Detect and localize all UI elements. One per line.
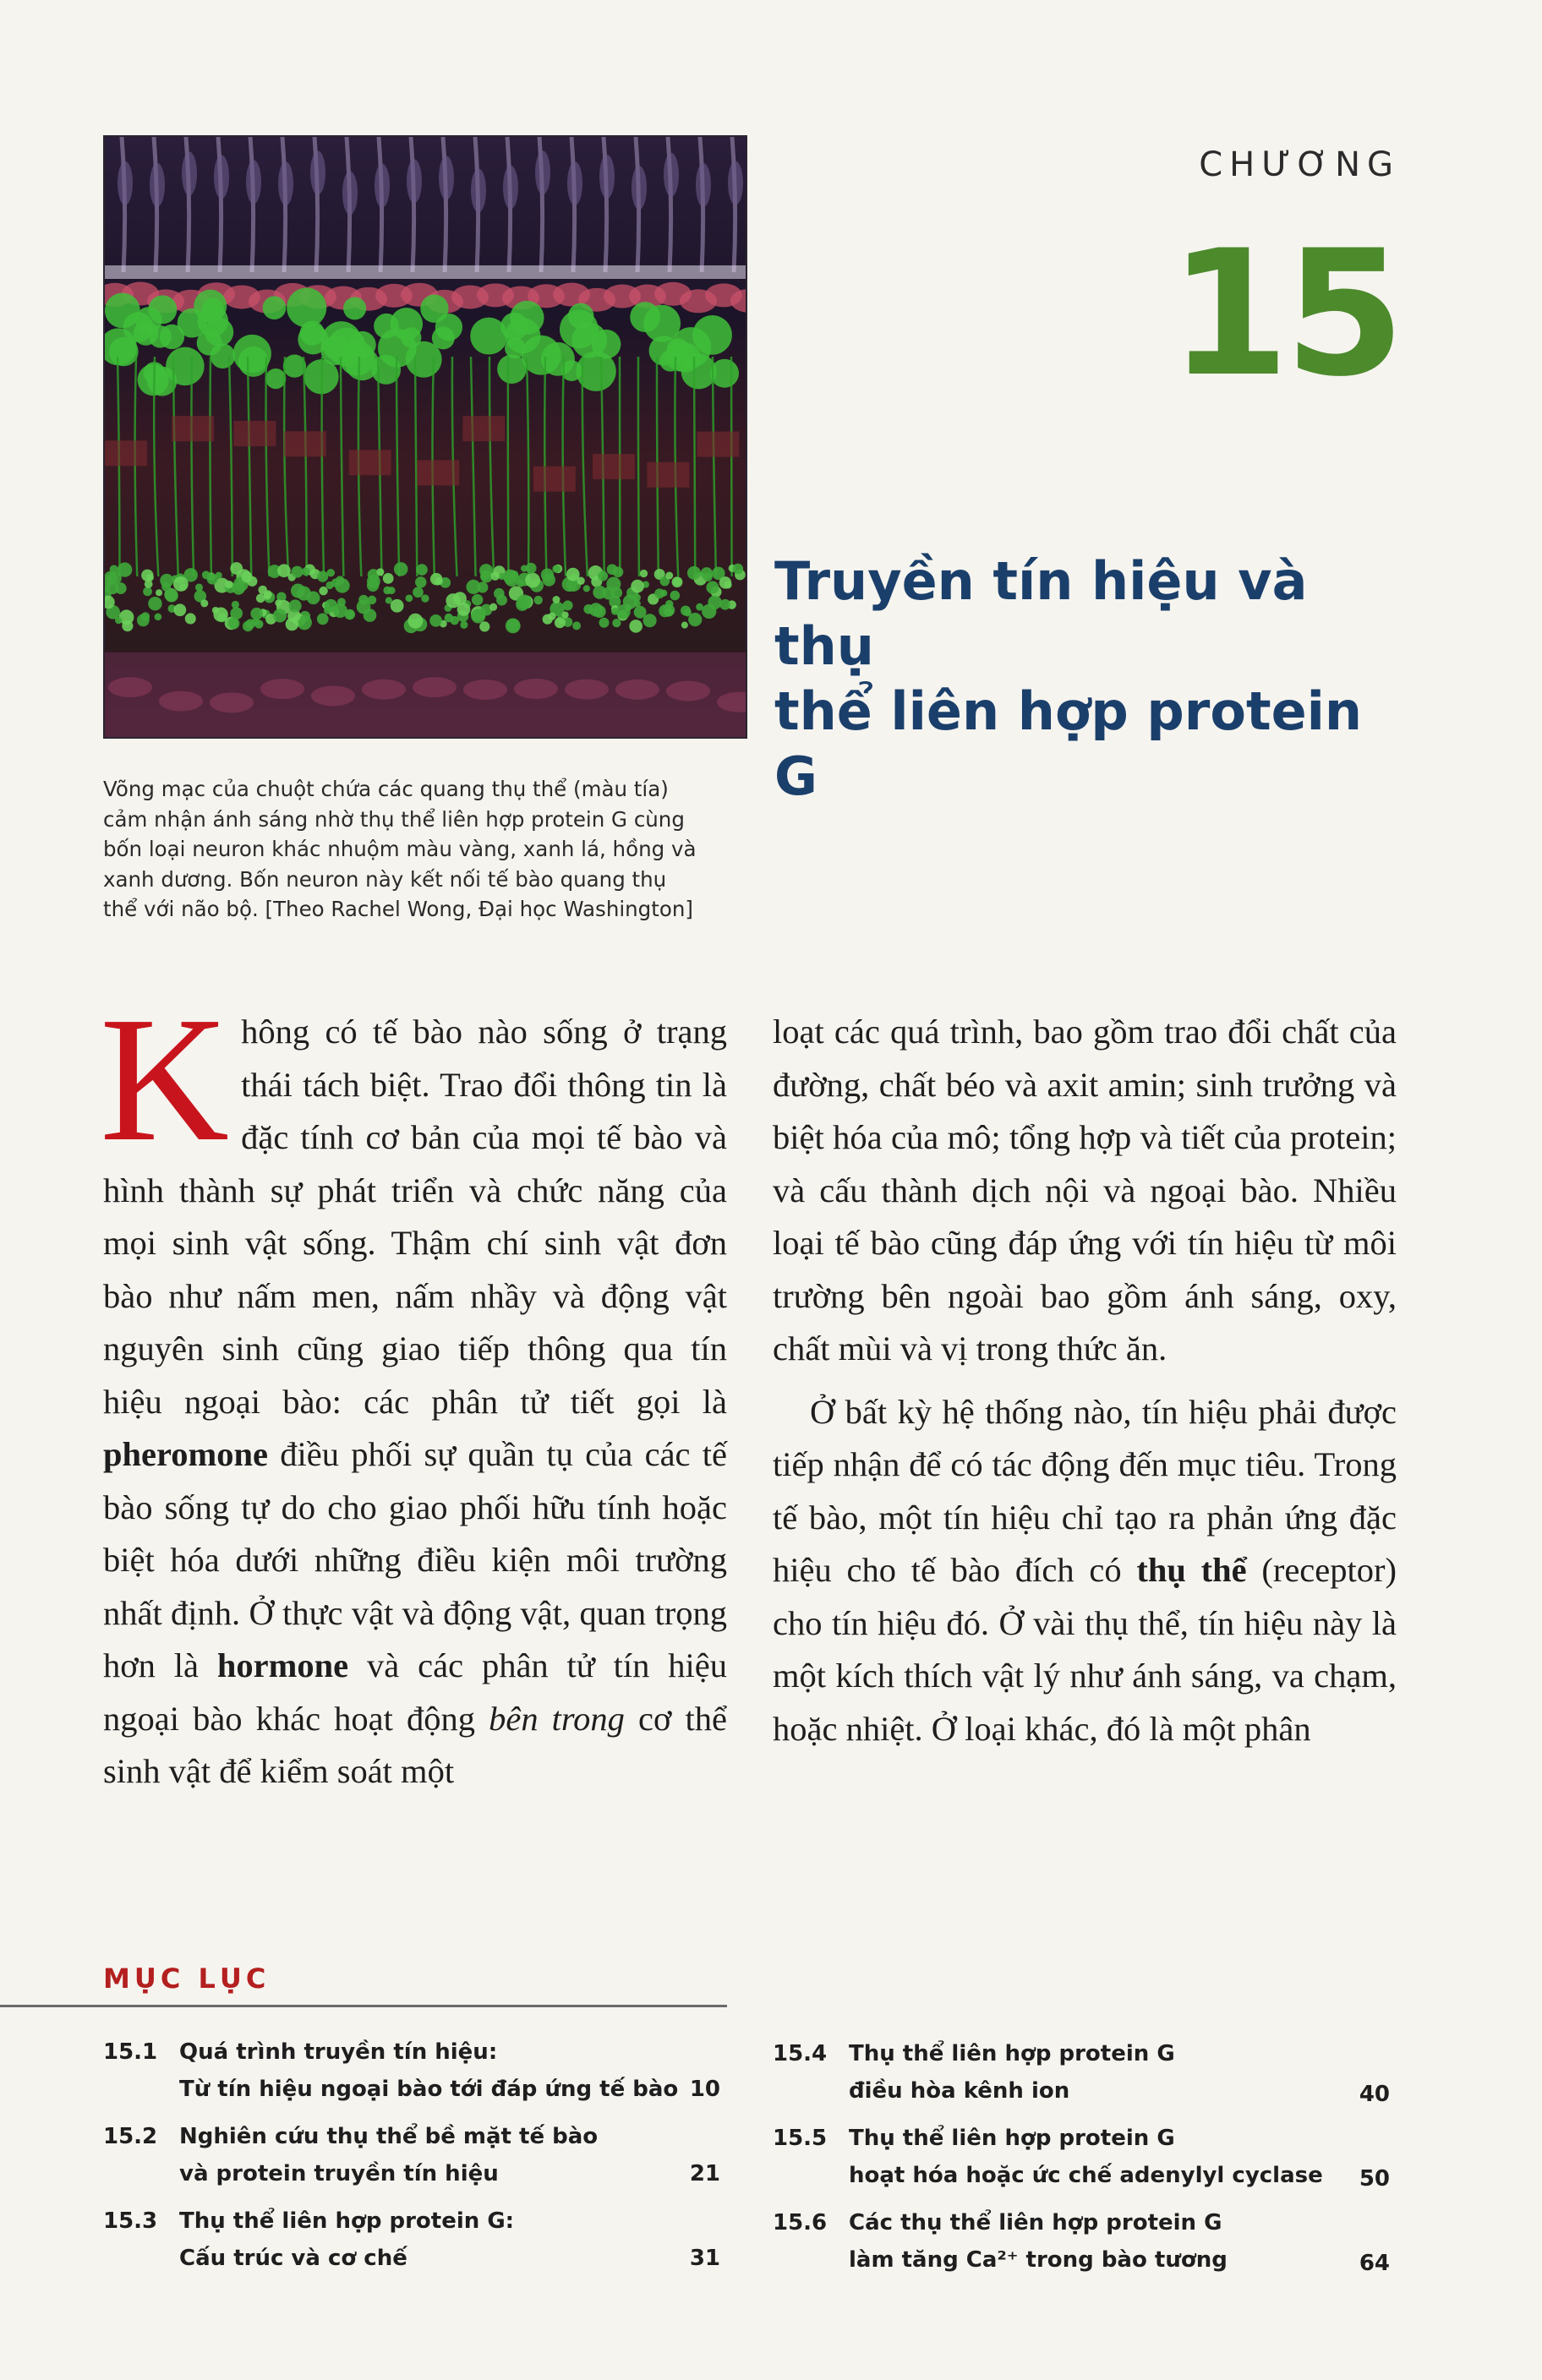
photoreceptor-cell (375, 164, 390, 208)
ganglion-cell (525, 573, 540, 588)
ganglion-cell (413, 587, 424, 598)
green-neuron (343, 297, 366, 319)
ganglion-cell (148, 597, 161, 610)
green-neuron (166, 347, 205, 386)
caption-line: thể với não bộ. [Theo Rachel Wong, Đại học Washington] (103, 897, 693, 922)
toc-item-15-6[interactable] (773, 2204, 1390, 2280)
red-cell (349, 450, 391, 475)
ganglion-cell (230, 562, 243, 575)
ganglion-cell (450, 616, 458, 625)
ganglion-cell (156, 589, 162, 596)
toc-item-title-line2: làm tăng Ca²⁺ trong bào tương (849, 2247, 1228, 2273)
toc-item-title-line2: Từ tín hiệu ngoại bào tới đáp ứng tế bào (179, 2077, 679, 2102)
ganglion-cell (562, 611, 569, 618)
body-text: Ở bất kỳ hệ thống nào, tín hiệu phải được tiếp nhận để có tác động đến mục tiêu. Trong tế bào, một tín hiệu chỉ tạo ra phản ứng đặc hiệu cho tế bào đích có (773, 1392, 1397, 1589)
ganglion-cell (633, 593, 641, 601)
ganglion-cell (566, 568, 580, 581)
red-cell (593, 454, 635, 479)
emphasis-ben-trong: bên trong (489, 1699, 625, 1738)
ganglion-cell (612, 619, 621, 627)
toc-item-15-3[interactable] (103, 2203, 720, 2279)
ganglion-cell (589, 603, 603, 616)
body-text: điều phối sự quần tụ của các tế bào sống tự do cho giao phối hữu tính hoặc biệt hóa dưới những điều kiện môi trường nhất định. Ở thực vật và động vật, quan trọng hơn là (103, 1435, 727, 1684)
photoreceptor-cell (728, 161, 743, 205)
ganglion-cell (681, 622, 688, 629)
red-cell (233, 421, 276, 446)
ganglion-cell (212, 607, 219, 614)
green-neuron (287, 287, 326, 327)
bottom-cell (565, 680, 609, 700)
ganglion-cell (719, 599, 730, 610)
ganglion-cell (200, 599, 208, 607)
ganglion-cell (291, 566, 303, 578)
ganglion-cell (654, 588, 664, 598)
ganglion-cell (472, 594, 483, 605)
green-neuron (435, 314, 462, 341)
ganglion-cell (230, 607, 243, 620)
ganglion-cell (599, 618, 609, 628)
ganglion-cell (429, 614, 442, 627)
ganglion-cell (273, 609, 287, 622)
toc-item-title-line2: và protein truyền tín hiệu (179, 2161, 499, 2186)
toc-item-number: 15.3 (103, 2208, 158, 2234)
ganglion-cell (143, 587, 152, 596)
body-text: (receptor) cho tín hiệu đó. Ở vài thụ thể, tín hiệu này là một kích thích vật lý như ánh sáng, va chạm, hoặc nhiệt. Ở loại khác, đó là một phân (773, 1551, 1397, 1748)
green-neuron (349, 331, 376, 358)
body-text: hông có tế bào nào sống ở trạng thái tách biệt. Trao đổi thông tin là đặc tính cơ bản của mọi tế bào và hình thành sự phát triển và chức năng của mọi sinh vật sống. Thậm chí sinh vật đơn bào như nấm men, nấm nhầy và động vật nguyên sinh cũng giao tiếp thông qua tín hiệu ngoại bào: các phân tử tiết gọi là (103, 1013, 727, 1421)
ganglion-cell (496, 595, 507, 606)
ganglion-cell (606, 577, 621, 592)
ganglion-cell (337, 598, 346, 606)
red-cell (417, 460, 459, 485)
green-neuron (497, 354, 527, 384)
green-neuron (263, 296, 287, 319)
bottom-cell (108, 677, 152, 697)
ganglion-cell (391, 599, 404, 613)
ganglion-cell (629, 620, 642, 633)
toc-item-title-line1: Quá trình truyền tín hiệu: (179, 2039, 498, 2065)
photoreceptor-cell (214, 155, 229, 199)
photoreceptor-cell (567, 161, 582, 205)
ganglion-cell (598, 571, 608, 581)
term-hormone: hormone (216, 1646, 349, 1684)
toc-item-title-line2: hoạt hóa hoặc ức chế adenylyl cyclase (849, 2163, 1323, 2188)
bottom-cell (514, 679, 558, 699)
chapter-label: CHƯƠNG (1199, 145, 1400, 184)
chapter-number: 15 (1168, 214, 1400, 415)
photoreceptor-cell (664, 153, 679, 197)
ganglion-cell (708, 595, 721, 609)
ganglion-cell (289, 599, 302, 612)
bottom-cell (666, 681, 710, 701)
bottom-cell (159, 691, 203, 712)
ganglion-cell (733, 564, 744, 575)
ganglion-cell (216, 572, 222, 579)
photoreceptor-cell (407, 159, 422, 203)
bottom-cell (311, 685, 355, 706)
green-neuron (710, 359, 739, 388)
photoreceptor-cell (246, 160, 261, 204)
body-paragraph-2 (773, 1386, 1397, 1756)
green-neuron (560, 310, 599, 349)
toc-item-number: 15.1 (103, 2039, 158, 2065)
body-paragraph-1-continued (773, 1006, 1397, 1376)
ganglion-cell (275, 599, 282, 606)
green-process (731, 357, 732, 576)
red-cell (462, 416, 505, 441)
ganglion-cell (719, 576, 731, 588)
ganglion-cell (145, 580, 153, 588)
ganglion-cell (665, 572, 673, 580)
ganglion-cell (479, 621, 489, 631)
ganglion-cell (383, 573, 394, 584)
membrane-layer (105, 265, 746, 279)
ganglion-cell (336, 576, 344, 584)
ganglion-cell (552, 565, 560, 572)
bottom-cell (463, 680, 507, 700)
term-receptor: thụ thể (1136, 1551, 1247, 1589)
red-cell (533, 467, 576, 492)
ganglion-cell (256, 594, 265, 603)
ganglion-cell (670, 591, 681, 601)
toc-item-page: 10 (689, 2077, 720, 2102)
ganglion-cell (324, 607, 331, 614)
ganglion-cell (517, 580, 524, 587)
ganglion-cell (394, 562, 408, 576)
toc-item-15-4[interactable] (773, 2035, 1390, 2111)
photoreceptor-cell (439, 156, 454, 200)
toc-item-number: 15.4 (773, 2041, 828, 2066)
ganglion-cell (552, 596, 560, 603)
ganglion-cell (258, 586, 267, 595)
body-text: cơ thể sinh vật để kiểm soát một (103, 1699, 727, 1790)
ganglion-cell (687, 566, 701, 580)
ganglion-cell (406, 594, 413, 602)
ganglion-cell (376, 568, 384, 576)
photoreceptor-cell (471, 168, 486, 212)
ganglion-cell (643, 614, 657, 627)
ganglion-cell (174, 603, 187, 616)
ganglion-cell (706, 581, 719, 594)
photoreceptor-cell (535, 150, 550, 194)
body-paragraph-1 (100, 980, 727, 1799)
ganglion-cell (277, 564, 291, 577)
body-text: và các phân tử tín hiệu ngoại bào khác hoạt động (103, 1646, 727, 1738)
chapter-title-line-2: thể liên hợp protein G (774, 680, 1363, 807)
ganglion-cell (541, 568, 554, 581)
ganglion-cell (325, 581, 333, 589)
ganglion-cell (446, 593, 460, 608)
ganglion-cell (317, 614, 329, 625)
toc-item-number: 15.6 (773, 2210, 828, 2235)
ganglion-cell (611, 608, 618, 614)
red-cell (105, 440, 147, 466)
red-cell (697, 432, 739, 457)
bottom-cell (362, 680, 406, 700)
green-neuron (265, 368, 286, 389)
toc-item-15-1[interactable] (103, 2033, 720, 2110)
ganglion-cell (297, 587, 311, 601)
ganglion-cell (185, 613, 196, 624)
ganglion-cell (526, 563, 537, 574)
photoreceptor-cell (118, 161, 133, 205)
toc-item-title-line1: Thụ thể liên hợp protein G: (179, 2208, 515, 2234)
toc-item-title-line1: Thụ thể liên hợp protein G (849, 2126, 1175, 2151)
bottom-cell (615, 680, 659, 700)
ganglion-cell (415, 576, 426, 587)
body-text: loạt các quá trình, bao gồm trao đổi chất của đường, chất béo và axit amin; sinh trưởng và biệt hóa của mô; tổng hợp và tiết của protein; và cấu thành dịch nội và ngoại bào. Nhiều loại tế bào cũng đáp ứng với tín hiệu từ môi trường bên ngoài bao gồm ánh sáng, oxy, chất mùi và vị trong thức ăn. (773, 1013, 1397, 1367)
green-neuron (510, 301, 544, 335)
toc-item-title-line1: Các thụ thể liên hợp protein G (849, 2210, 1222, 2235)
ganglion-cell (548, 613, 555, 620)
ganglion-cell (358, 595, 369, 605)
toc-item-title-line1: Nghiên cứu thụ thể bề mặt tế bào (179, 2124, 599, 2149)
green-process (210, 357, 211, 576)
ganglion-cell (696, 603, 703, 611)
red-cell (284, 431, 326, 456)
ganglion-cell (250, 608, 263, 620)
photoreceptor-cell (278, 161, 293, 205)
ganglion-cell (383, 587, 391, 594)
ganglion-cell (367, 580, 379, 592)
red-cell (172, 416, 214, 441)
ganglion-cell (631, 580, 644, 593)
toc-item-15-5[interactable] (773, 2120, 1390, 2196)
ganglion-cell (640, 570, 648, 577)
photoreceptor-cell (503, 166, 518, 210)
ganglion-cell (141, 570, 153, 581)
caption-line: bốn loại neuron khác nhuộm màu vàng, xanh lá, hồng và (103, 837, 697, 862)
ganglion-cell (242, 571, 253, 582)
toc-item-page: 31 (689, 2246, 720, 2271)
caption-line: xanh dương. Bốn neuron này kết nối tế bào quang thụ (103, 866, 667, 892)
ganglion-cell (122, 620, 133, 631)
ganglion-cell (683, 609, 691, 616)
ganglion-cell (407, 614, 423, 629)
ganglion-cell (202, 570, 211, 579)
photoreceptor-cell (599, 155, 615, 199)
photoreceptor-cell (182, 151, 197, 195)
red-cell (647, 462, 689, 488)
retina-micrograph (103, 135, 747, 739)
ganglion-cell (173, 576, 189, 592)
green-process (694, 357, 695, 576)
ganglion-cell (466, 580, 480, 594)
ganglion-cell (593, 586, 606, 599)
green-neuron (160, 325, 184, 349)
ganglion-cell (703, 572, 713, 581)
toc-item-title-line2: Cấu trúc và cơ chế (179, 2246, 407, 2271)
ganglion-cell (286, 618, 299, 631)
bottom-cell (260, 679, 304, 699)
ganglion-cell (507, 619, 520, 631)
term-pheromone: pheromone (103, 1435, 269, 1473)
ganglion-cell (583, 585, 590, 592)
ganglion-cell (480, 571, 489, 581)
caption-line: Võng mạc của chuột chứa các quang thụ thể (màu tía) (103, 777, 669, 801)
ganglion-cell (225, 581, 233, 589)
photoreceptor-cell (632, 166, 647, 210)
toc-item-15-2[interactable] (103, 2118, 720, 2194)
ganglion-cell (106, 576, 112, 582)
toc-item-page: 21 (689, 2161, 720, 2186)
green-neuron (630, 302, 660, 332)
green-process (638, 357, 639, 576)
toc-item-page: 64 (1359, 2251, 1390, 2276)
ganglion-cell (490, 571, 500, 581)
green-neuron (109, 337, 139, 367)
ganglion-cell (368, 596, 376, 604)
drop-cap: K (100, 980, 230, 1178)
toc-item-page: 50 (1359, 2166, 1390, 2192)
ganglion-cell (364, 609, 377, 622)
ganglion-cell (555, 617, 566, 628)
ganglion-cell (663, 604, 675, 616)
ganglion-cell (613, 566, 624, 577)
toc-item-number: 15.2 (103, 2124, 158, 2149)
ganglion-cell (243, 621, 254, 632)
ganglion-cell (460, 621, 468, 629)
ganglion-cell (534, 596, 543, 604)
green-neuron (470, 318, 507, 355)
green-neuron (692, 315, 732, 355)
ganglion-cell (115, 617, 122, 624)
green-process (508, 357, 509, 576)
ganglion-cell (430, 573, 442, 585)
toc-title: MỤC LỤC (103, 1962, 271, 1995)
figure-caption (103, 774, 746, 925)
bottom-cell (210, 692, 254, 712)
ganglion-cell (317, 571, 328, 582)
ganglion-cell (416, 564, 428, 576)
toc-item-title-line2: điều hòa kênh ion (849, 2078, 1070, 2104)
ganglion-cell (672, 576, 683, 587)
green-neuron (105, 293, 140, 329)
green-neuron (197, 330, 222, 356)
toc-item-page: 40 (1359, 2082, 1390, 2107)
ganglion-cell (517, 594, 531, 609)
ganglion-cell (572, 621, 581, 630)
ganglion-cell (165, 589, 178, 603)
body-column-left (100, 980, 727, 1799)
ganglion-cell (510, 570, 518, 579)
ganglion-cell (421, 594, 429, 602)
bottom-cell (413, 677, 457, 697)
chapter-title (774, 549, 1417, 810)
ganglion-cell (319, 587, 327, 595)
ganglion-cell (489, 603, 497, 611)
caption-line: cảm nhận ánh sáng nhờ thụ thể liên hợp protein G cùng (103, 806, 685, 832)
ganglion-cell (141, 612, 150, 620)
body-column-right (773, 1006, 1397, 1755)
ganglion-cell (155, 613, 162, 620)
photoreceptor-cell (150, 163, 165, 207)
retina-image (105, 137, 746, 737)
chapter-title-line-1: Truyền tín hiệu và thụ (774, 550, 1308, 677)
toc-item-title-line1: Thụ thể liên hợp protein G (849, 2041, 1175, 2066)
toc-divider (0, 2005, 727, 2007)
photoreceptor-cell (696, 163, 711, 207)
green-neuron (667, 338, 689, 360)
toc-item-number: 15.5 (773, 2126, 828, 2151)
photoreceptor-cell (310, 150, 325, 194)
photoreceptor-cell (342, 171, 358, 215)
